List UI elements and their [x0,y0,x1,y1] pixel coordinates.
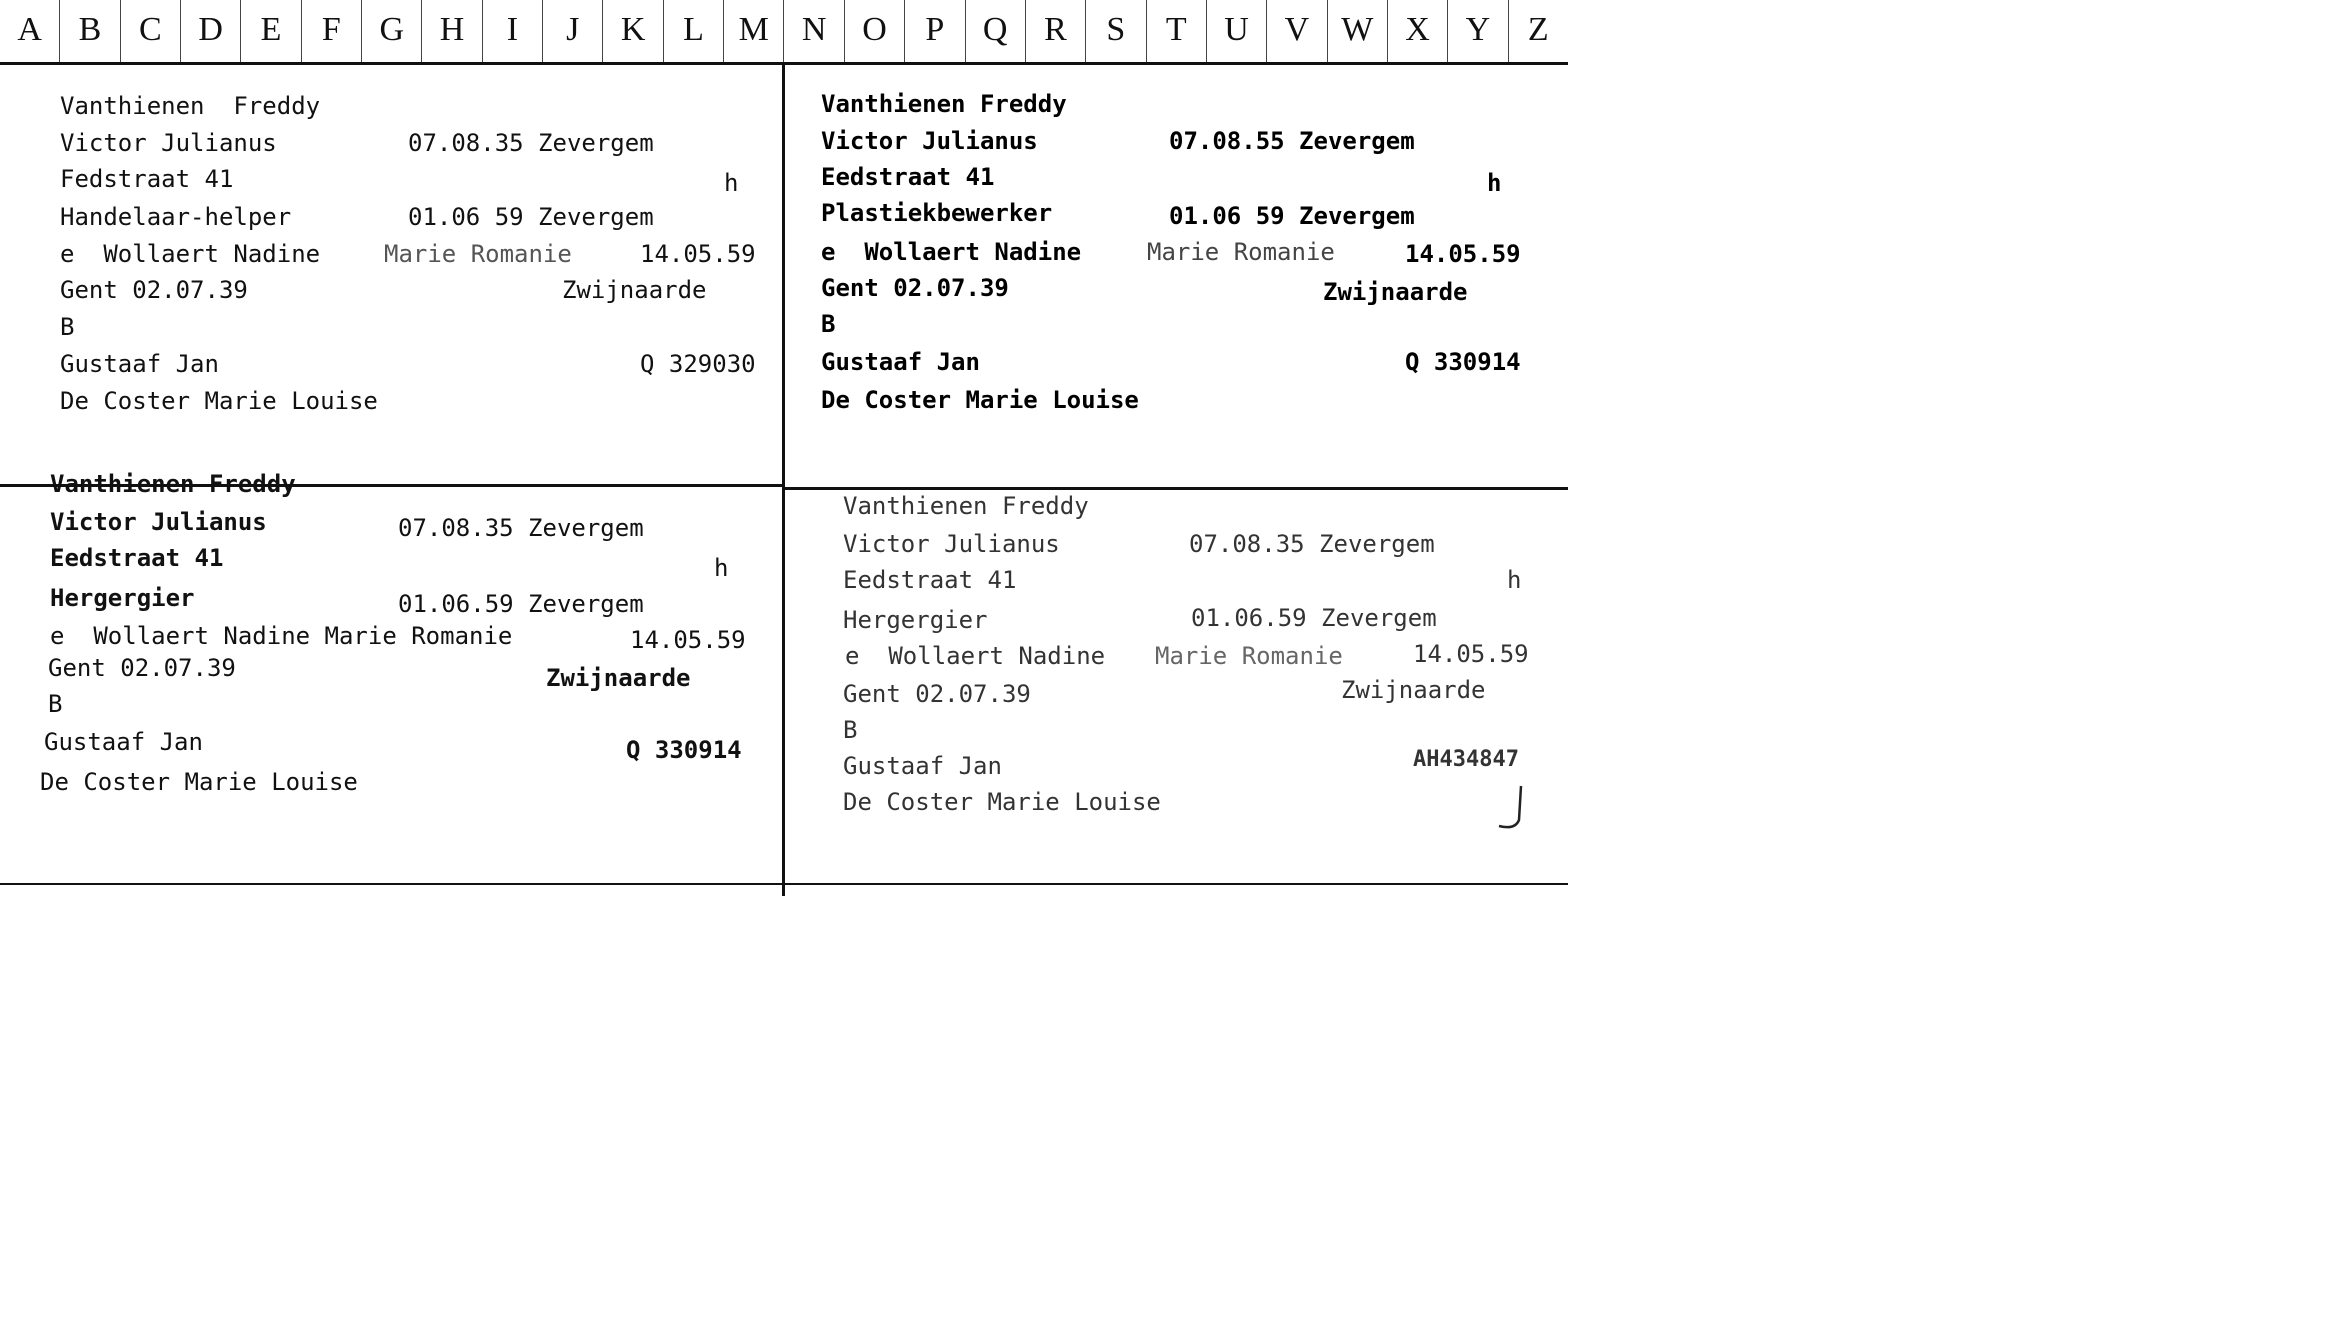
card-mark: h [1487,169,1502,197]
card-mother: De Coster Marie Louise [843,788,1161,816]
alpha-tab[interactable]: L [664,0,724,62]
card-mother: De Coster Marie Louise [821,386,1139,414]
card-name: Vanthienen Freddy [843,492,1089,520]
handwritten-mark-icon [1485,780,1545,840]
card-spouse-place: Zwijnaarde [1323,278,1468,306]
alpha-tab[interactable]: R [1026,0,1086,62]
card-occupation-date: 01.06 59 Zevergem [1169,202,1415,230]
card-street: Fedstraat 41 [60,165,234,193]
alpha-tab[interactable]: V [1267,0,1327,62]
alpha-tab[interactable]: D [181,0,241,62]
card-spouse-more: Marie Romanie [384,240,572,268]
alpha-tab[interactable]: X [1388,0,1448,62]
alpha-tab[interactable]: K [603,0,663,62]
card-birth: 07.08.35 Zevergem [408,129,654,157]
card-occupation: Plastiekbewerker [821,199,1053,227]
card-spouse-place: Zwijnaarde [1341,676,1486,704]
alpha-tab[interactable]: S [1086,0,1146,62]
card-spouse-place: Zwijnaarde [562,276,707,304]
card-mother: De Coster Marie Louise [40,768,358,796]
alpha-tab[interactable]: O [845,0,905,62]
card-father: Gustaaf Jan [44,728,203,756]
index-card-2[interactable] [785,62,1568,487]
bottom-divider [0,883,1568,885]
card-occupation: Handelaar-helper [60,203,292,231]
card-marriage-date: 14.05.59 [630,626,746,654]
card-given-names: Victor Julianus [60,129,277,157]
card-spouse: e Wollaert Nadine [821,238,1082,266]
card-spouse: e Wollaert Nadine [60,240,321,268]
alpha-tab[interactable]: C [121,0,181,62]
card-mark: h [714,554,729,582]
card-street: Eedstraat 41 [843,566,1017,594]
card-street: Eedstraat 41 [50,544,224,572]
card-given-names: Victor Julianus [821,127,1038,155]
card-spouse-birth: Gent 02.07.39 [821,274,1009,302]
card-occupation: Hergergier [843,606,988,634]
card-birth: 07.08.35 Zevergem [398,514,644,542]
card-letter: B [48,690,63,718]
alpha-tab[interactable]: Q [966,0,1026,62]
index-card-3[interactable] [0,458,782,883]
index-card-4[interactable] [785,490,1568,883]
alpha-tab[interactable]: N [784,0,844,62]
alpha-tab[interactable]: B [60,0,120,62]
alpha-tab[interactable]: I [483,0,543,62]
card-spouse-birth: Gent 02.07.39 [48,654,236,682]
index-card-1[interactable] [0,62,782,484]
alpha-tab[interactable]: H [422,0,482,62]
card-father: Gustaaf Jan [843,752,1002,780]
card-number: Q 329030 [640,350,756,378]
alpha-tab[interactable]: J [543,0,603,62]
card-father: Gustaaf Jan [60,350,219,378]
card-spouse-more: Marie Romanie [1155,642,1343,670]
card-letter: B [843,716,858,744]
card-marriage-date: 14.05.59 [1405,240,1521,268]
alpha-tab[interactable]: Z [1527,11,1549,48]
alpha-tab[interactable]: T [1147,0,1207,62]
alpha-tab[interactable]: F [302,0,362,62]
card-given-names: Victor Julianus [843,530,1060,558]
alpha-tab[interactable]: E [241,0,301,62]
card-occupation-date: 01.06 59 Zevergem [408,203,654,231]
card-street: Eedstraat 41 [821,163,995,191]
card-number: Q 330914 [1405,348,1521,376]
card-occupation-date: 01.06.59 Zevergem [398,590,644,618]
card-marriage-date: 14.05.59 [640,240,756,268]
card-occupation-date: 01.06.59 Zevergem [1191,604,1437,632]
card-spouse-place: Zwijnaarde [546,664,691,692]
card-spouse-more: Marie Romanie [1147,238,1335,266]
card-occupation: Hergergier [50,584,195,612]
card-letter: B [60,313,75,341]
card-name: Vanthienen Freddy [821,90,1067,118]
alpha-tab[interactable]: M [724,0,784,62]
card-marriage-date: 14.05.59 [1413,640,1529,668]
alpha-tab[interactable]: U [1207,0,1267,62]
card-spouse: e Wollaert Nadine [845,642,1106,670]
card-name: Vanthienen Freddy [50,470,296,498]
alpha-tab[interactable]: P [905,0,965,62]
card-mark: h [1507,566,1522,594]
card-birth: 07.08.55 Zevergem [1169,127,1415,155]
alpha-tab[interactable]: A [0,0,60,62]
card-name: Vanthienen Freddy [60,92,321,120]
card-given-names: Victor Julianus [50,508,267,536]
card-spouse: e Wollaert Nadine Marie Romanie [50,622,513,650]
card-mark: h [724,169,739,197]
alpha-tab[interactable]: W [1328,0,1388,62]
card-father: Gustaaf Jan [821,348,980,376]
alpha-tab[interactable]: G [362,0,422,62]
alphabet-index [0,0,1568,65]
alpha-tab[interactable]: Y [1448,0,1508,62]
card-number: Q 330914 [626,736,742,764]
card-mother: De Coster Marie Louise [60,387,378,415]
card-letter: B [821,310,836,338]
card-birth: 07.08.35 Zevergem [1189,530,1435,558]
card-number: AH434847 [1413,747,1519,772]
card-spouse-birth: Gent 02.07.39 [60,276,248,304]
card-spouse-birth: Gent 02.07.39 [843,680,1031,708]
